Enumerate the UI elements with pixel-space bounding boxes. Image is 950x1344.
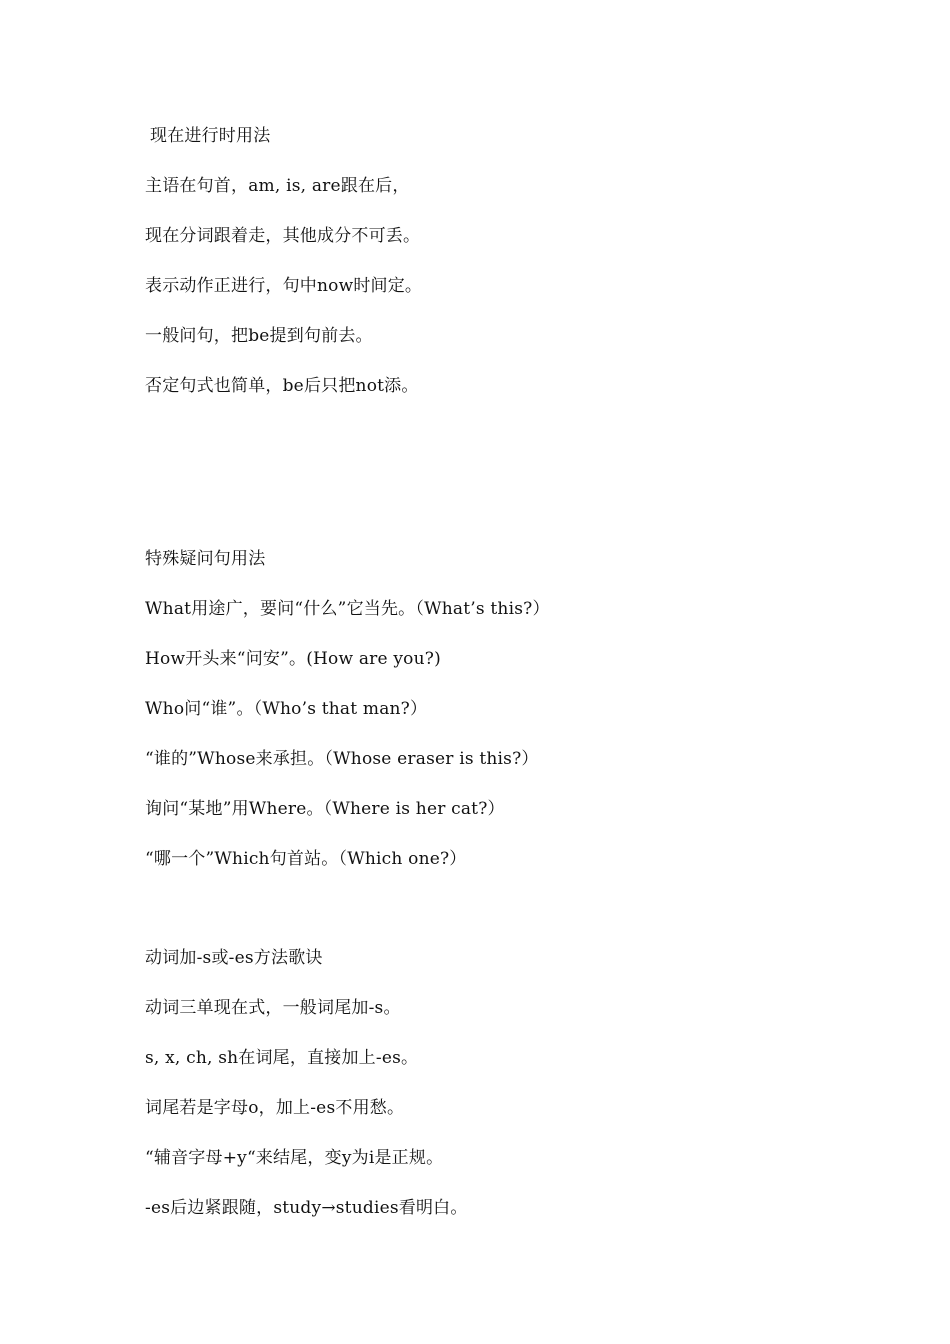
section-wh-questions (145, 547, 905, 871)
rhyme-line: “哪一个”Which句首站。（Which one?） (145, 849, 467, 869)
rhyme-line: 询问“某地”用Where。（Where is her cat?） (145, 799, 505, 819)
rhyme-line: 主语在句首，am, is, are跟在后， (145, 176, 410, 196)
section-title: 现在进行时用法 (150, 126, 271, 146)
section-title: 动词加-s或-es方法歌诀 (145, 948, 323, 968)
rhyme-line: -es后边紧跟随，study→studies看明白。 (145, 1198, 468, 1218)
rhyme-line: How开头来“问安”。(How are you?) (145, 649, 441, 669)
rhyme-line: 否定句式也简单，be后只把not添。 (145, 376, 419, 396)
rhyme-line: 表示动作正进行，句中now时间定。 (145, 276, 423, 296)
rhyme-line: 一般问句，把be提到句前去。 (145, 326, 373, 346)
rhyme-line: “谁的”Whose来承担。（Whose eraser is this?） (145, 749, 539, 769)
rhyme-line: “辅音字母+y“来结尾，变y为i是正规。 (145, 1148, 444, 1168)
rhyme-line: 现在分词跟着走，其他成分不可丢。 (145, 226, 421, 246)
rhyme-line: 词尾若是字母o，加上-es不用愁。 (145, 1098, 405, 1118)
rhyme-line: What用途广，要问“什么”它当先。（What’s this?） (145, 599, 550, 619)
rhyme-line: 动词三单现在式，一般词尾加-s。 (145, 998, 401, 1018)
section-verb-s-es (145, 946, 905, 1220)
section-present-continuous (145, 124, 905, 398)
rhyme-line: s, x, ch, sh在词尾，直接加上-es。 (145, 1048, 419, 1068)
rhyme-line: Who问“谁”。（Who’s that man?） (145, 699, 428, 719)
section-title: 特殊疑问句用法 (145, 549, 266, 569)
